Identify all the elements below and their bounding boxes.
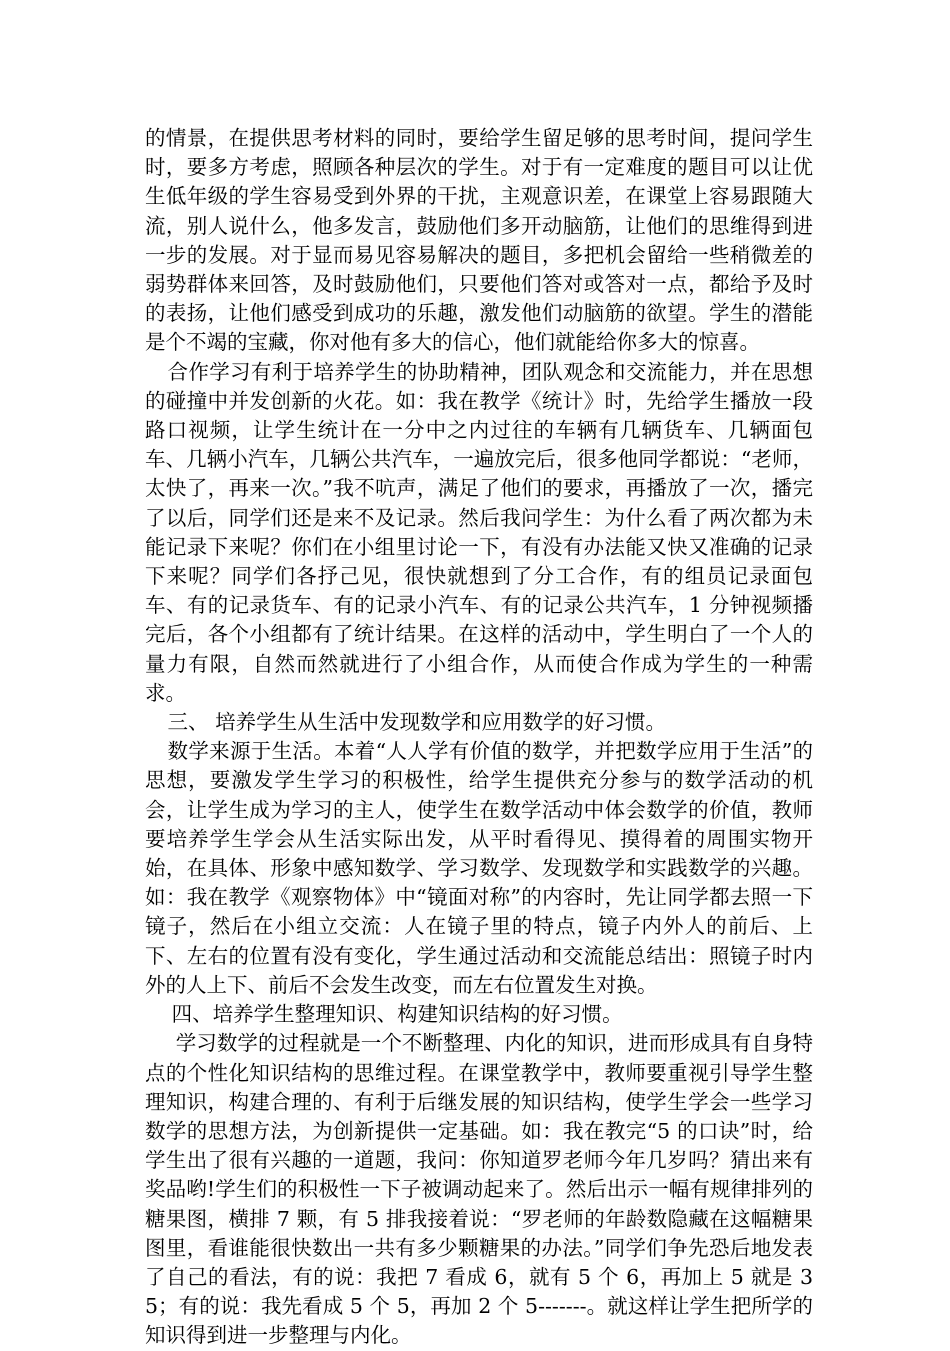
section-heading-four: 四、培养学生整理知识、构建知识结构的好习惯。 xyxy=(171,1002,623,1027)
paragraph-continuation: 的情景，在提供思考材料的同时，要给学生留足够的思考时间，提问学生时，要多方考虑，照顾各种层次的学生。对于有一定难度的题目可以让优生低年级的学生容易受到外界的干扰，主观意识差，在课堂上容易跟随大流，别人说什么，他多发言，鼓励他们多开动脑筋，让他们的思维得到进一步的发展。对于显而易见容易解决的题目，多把机会留给一些稍微差的弱势群体来回答，及时鼓励他们，只要他们答对或答对一点，都给予及时的表扬，让他们感受到成功的乐趣，激发他们动脑筋的欲望。学生的潜能是个不竭的宝藏，你对他有多大的信心，他们就能给你多大的惊喜。 xyxy=(145,126,813,355)
paragraph-cooperative-learning: 合作学习有利于培养学生的协助精神，团队观念和交流能力，并在思想的碰撞中并发创新的火花。如：我在教学《统计》时，先给学生播放一段路口视频，让学生统计在一分中之内过往的车辆有几辆货车、几辆面包车、几辆小汽车，几辆公共汽车，一遍放完后，很多他同学都说：“老师，太快了，再来一次。”我不吭声，满足了他们的要求，再播放了一次，播完了以后，同学们还是来不及记录。然后我问学生：为什么看了两次都为未能记录下来呢？你们在小组里讨论一下，有没有办法能又快又准确的记录下来呢？同学们各抒己见，很快就想到了分工合作，有的组员记录面包车、有的记录货车、有的记录小汽车、有的记录公共汽车，1 分钟视频播完后，各个小组都有了统计结果。在这样的活动中，学生明白了一个人的量力有限，自然而然就进行了小组合作，从而使合作成为学生的一种需求。 xyxy=(145,359,813,705)
paragraph-knowledge-structure: 学习数学的过程就是一个不断整理、内化的知识，进而形成具有自身特点的个性化知识结构的思维过程。在课堂教学中，教师要重视引导学生整理知识，构建合理的、有利于后继发展的知识结构，使学生学会一些学习数学的思想方法，为创新提供一定基础。如：我在教完“5 的口诀”时，给学生出了很有兴趣的一道题，我问：你知道罗老师今年几岁吗？猜出来有奖品哟!学生们的积极性一下子被调动起来了。然后出示一幅有规律排列的糖果图，横排 7 颗，有 5 排我接着说：“罗老师的年龄数隐藏在这幅糖果图里，看谁能很快数出一共有多少颗糖果的办法。”同学们争先恐后地发表了自己的看法，有的说：我把 7 看成 6，就有 5 个 6，再加上 5 就是 35；有的说：我先看成 5 个 5，再加 2 个 5-------。就这样让学生把所学的知识得到进一步整理与内化。 xyxy=(145,1031,813,1348)
paragraph-math-from-life: 数学来源于生活。本着“人人学有价值的数学，并把数学应用于生活”的思想，要激发学生学习的积极性，给学生提供充分参与的数学活动的机会，让学生成为学习的主人，使学生在数学活动中体会数学的价值，教师要培养学生学会从生活实际出发，从平时看得见、摸得着的周围实物开始，在具体、形象中感知数学、学习数学、发现数学和实践数学的兴趣。如：我在教学《观察物体》中“镜面对称”的内容时，先让同学都去照一下镜子，然后在小组立交流：人在镜子里的特点，镜子内外人的前后、上下、左右的位置有没有变化，学生通过活动和交流能总结出：照镜子时内外的人上下、前后不会发生改变，而左右位置发生对换。 xyxy=(145,739,813,997)
section-heading-three: 三、 培养学生从生活中发现数学和应用数学的好习惯。 xyxy=(167,710,667,735)
document-body xyxy=(145,124,813,1351)
